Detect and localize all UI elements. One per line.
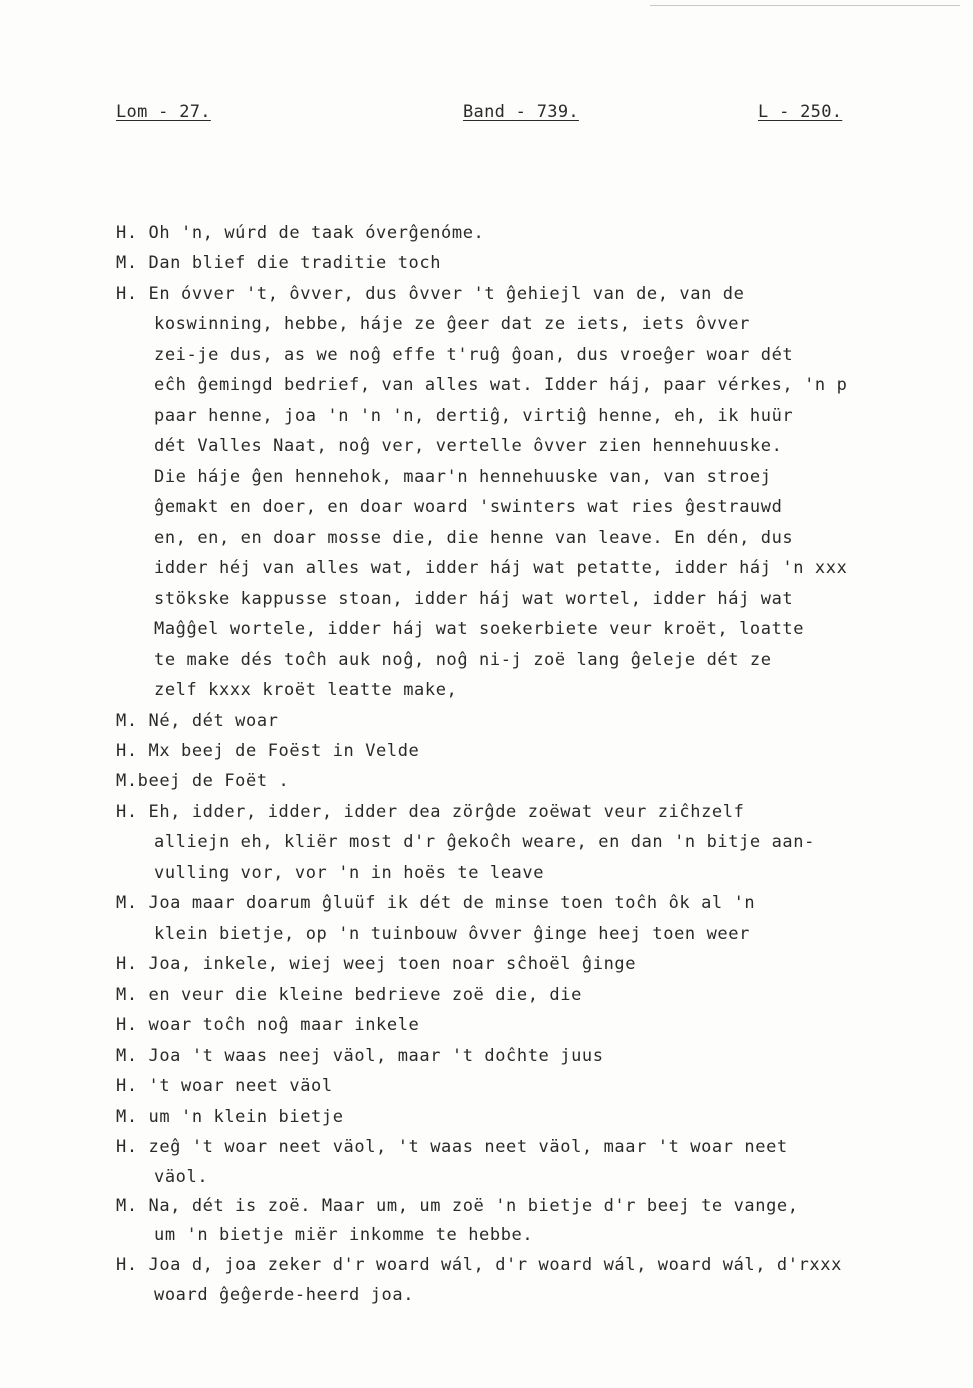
transcript-line: M. Na, dét is zoë. Maar um, um zoë 'n bietje d'r beej te vange,: [116, 1196, 799, 1216]
transcript-line: H. 't woar neet väol: [116, 1076, 333, 1096]
transcript-line: M. en veur die kleine bedrieve zoë die, die: [116, 985, 582, 1005]
transcript-line: koswinning, hebbe, háje ze ĝeer dat ze iets, iets ôvver: [154, 314, 750, 334]
transcript-line: H. Eh, idder, idder, idder dea zörĝde zoëwat veur ziĉhzelf: [116, 802, 745, 822]
transcript-line: klein bietje, op 'n tuinbouw ôvver ĝinge heej toen weer: [154, 924, 750, 944]
transcript-line: H. Oh 'n, wúrd de taak óverĝenóme.: [116, 223, 485, 243]
transcript-line: dét Valles Naat, noĝ ver, vertelle ôvver zien hennehuuske.: [154, 436, 783, 456]
transcript-line: H. Joa, inkele, wiej weej toen noar sĉhoël ĝinge: [116, 954, 637, 974]
transcript-line: M. Joa maar doarum ĝluüf ik dét de minse toen toĉh ôk al 'n: [116, 893, 756, 913]
transcript-line: paar henne, joa 'n 'n 'n, dertiĝ, virtiĝ henne, eh, ik huür: [154, 406, 794, 426]
transcript-line: H. Mx beej de Foëst in Velde: [116, 741, 420, 761]
transcript-line: zelf kxxx kroët leatte make,: [154, 680, 458, 700]
transcript-line: vulling vor, vor 'n in hoës te leave: [154, 863, 545, 883]
transcript-line: H. Joa d, joa zeker d'r woard wál, d'r woard wál, woard wál, d'rxxx: [116, 1255, 842, 1275]
header-location: Lom - 27.: [116, 102, 211, 122]
transcript-line: zei-je dus, as we noĝ effe t'ruĝ ĝoan, dus vroeĝer woar dét: [154, 345, 794, 365]
transcript-line: M. Né, dét woar: [116, 711, 279, 731]
transcript-line: alliejn eh, kliër most d'r ĝekoĉh weare, en dan 'n bitje aan-: [154, 832, 815, 852]
transcript-line: Die háje ĝen hennehok, maar'n hennehuuske van, van stroej: [154, 467, 772, 487]
transcript-line: te make dés toĉh auk noĝ, noĝ ni-j zoë lang ĝeleje dét ze: [154, 650, 772, 670]
transcript-line: M. Joa 't waas neej väol, maar 't doĉhte juus: [116, 1046, 604, 1066]
transcript-line: stökske kappusse stoan, idder háj wat wortel, idder háj wat: [154, 589, 794, 609]
transcript-line: ĝemakt en doer, en doar woard 'swinters wat ries ĝestrauwd: [154, 497, 783, 517]
transcript-line: idder héj van alles wat, idder háj wat petatte, idder háj 'n xxx: [154, 558, 848, 578]
transcript-line: woard ĝeĝerde-heerd joa.: [154, 1285, 415, 1305]
transcript-line: um 'n bietje miër inkomme te hebbe.: [154, 1225, 534, 1245]
header-band: Band - 739.: [463, 102, 579, 122]
header-page-ref: L - 250.: [758, 102, 843, 122]
transcript-line: väol.: [154, 1167, 209, 1187]
transcript-line: en, en, en doar mosse die, die henne van leave. En dén, dus: [154, 528, 794, 548]
transcript-line: M. um 'n klein bietje: [116, 1107, 344, 1127]
transcript-line: H. woar toĉh noĝ maar inkele: [116, 1015, 420, 1035]
transcript-line: M.beej de Foët .: [116, 771, 290, 791]
transcript-line: H. zeĝ 't woar neet väol, 't waas neet väol, maar 't woar neet: [116, 1137, 788, 1157]
transcript-line: M. Dan blief die traditie toch: [116, 253, 442, 273]
transcript-line: Maĝĝel wortele, idder háj wat soekerbiete veur kroët, loatte: [154, 619, 805, 639]
transcript-line: eĉh ĝemingd bedrief, van alles wat. Idder háj, paar vérkes, 'n p: [154, 375, 848, 395]
transcript-line: H. En óvver 't, ôvver, dus ôvver 't ĝehiejl van de, van de: [116, 284, 745, 304]
top-edge-rule: [650, 5, 960, 6]
